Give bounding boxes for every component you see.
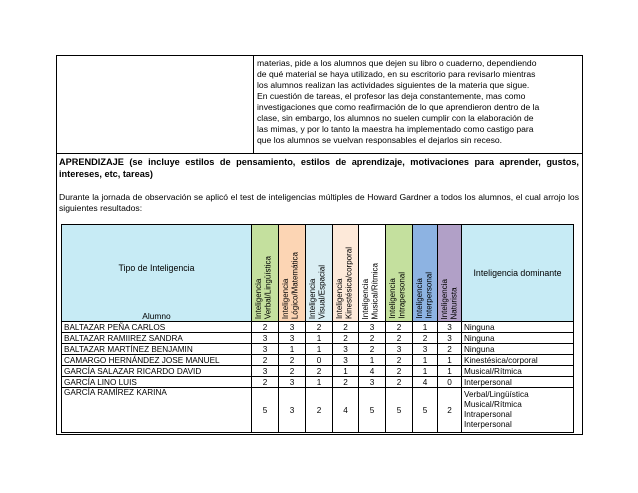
score-cell: 2	[413, 333, 438, 344]
header-logico: Inteligencia Lógico/Matemática	[279, 225, 306, 322]
score-cell: 3	[279, 322, 306, 333]
dominant-value: Intrapersonal	[464, 410, 512, 419]
student-name: CAMARGO HERNÁNDEZ JOSE MANUEL	[62, 355, 252, 366]
score-cell: 2	[333, 322, 359, 333]
results-body	[62, 322, 574, 433]
dominant-cell	[462, 377, 574, 388]
score-cell: 2	[306, 366, 333, 377]
table-row	[62, 344, 574, 355]
header-verbal: Inteligencia Verbal/Lingüística	[252, 225, 279, 322]
score-cell: 2	[438, 344, 462, 355]
dominant-cell	[462, 388, 574, 433]
score-cell: 3	[359, 322, 386, 333]
score-cell: 2	[333, 333, 359, 344]
table-row	[62, 355, 574, 366]
dominant-value: Ninguna	[464, 333, 495, 343]
header-intrapersonal: Inteligencia Intrapersonal	[386, 225, 413, 322]
header-musical: Inteligencia Musical/Rítmica	[359, 225, 386, 322]
score-cell: 1	[333, 366, 359, 377]
paragraph-line: clase, sin embargo, los alumnos no suelen cumplir con la elaboración de	[257, 113, 534, 123]
score-cell: 2	[438, 388, 462, 433]
score-cell: 4	[333, 388, 359, 433]
score-cell: 3	[438, 333, 462, 344]
score-cell: 3	[359, 377, 386, 388]
dominant-value: Verbal/Lingüística	[464, 390, 529, 399]
student-name: GARCÍA LINO LUIS	[62, 377, 252, 388]
score-cell: 2	[359, 344, 386, 355]
score-cell: 3	[386, 344, 413, 355]
score-cell: 3	[252, 333, 279, 344]
score-cell: 2	[386, 322, 413, 333]
score-cell: 2	[306, 388, 333, 433]
dominant-value: Kinestésica/corporal	[464, 355, 538, 365]
score-cell: 1	[413, 366, 438, 377]
header-interpersonal: Inteligencia Interpersonal	[413, 225, 438, 322]
score-cell: 2	[359, 333, 386, 344]
type-header: Tipo de Inteligencia	[62, 225, 252, 312]
score-cell: 5	[252, 388, 279, 433]
score-cell: 3	[252, 366, 279, 377]
paragraph-line: investigaciones que como reafirmación de lo que aprendieron dentro de la	[257, 102, 540, 112]
score-cell: 5	[386, 388, 413, 433]
student-name: BALTAZAR PEÑA CARLOS	[62, 322, 252, 333]
results-table	[61, 224, 574, 433]
score-cell: 2	[386, 377, 413, 388]
score-cell: 2	[252, 322, 279, 333]
score-cell: 2	[306, 322, 333, 333]
score-cell: 2	[333, 377, 359, 388]
header-kinestesica: Inteligencia Kinestésica/corporal	[333, 225, 359, 322]
dominant-value: Ninguna	[464, 344, 495, 354]
student-header: Alumno	[62, 311, 252, 322]
intro-text: Durante la jornada de observación se aplicó el test de inteligencias múltiples de Howard Gardner a todos los alumnos, el cual arrojo los siguientes resultados:	[59, 192, 579, 213]
dominant-cell	[462, 366, 574, 377]
student-name: BALTAZAR RAMIIREZ SANDRA	[62, 333, 252, 344]
header-row	[62, 225, 574, 312]
column-divider	[253, 56, 254, 153]
dominant-cell	[462, 333, 574, 344]
score-cell: 1	[279, 344, 306, 355]
learning-heading: APRENDIZAJE (se incluye estilos de pensamiento, estilos de aprendizaje, motivaciones para aprender, gustos, intereses, etc, tareas)	[59, 157, 579, 179]
score-cell: 2	[386, 366, 413, 377]
score-cell: 1	[413, 322, 438, 333]
dominant-cell	[462, 322, 574, 333]
score-cell: 2	[279, 366, 306, 377]
student-name: BALTAZAR MARTÍNEZ BENJAMIN	[62, 344, 252, 355]
paragraph-line: materias, pide a los alumnos que dejen su libro o cuaderno, dependiendo	[257, 58, 537, 68]
dominant-cell	[462, 355, 574, 366]
score-cell: 1	[413, 355, 438, 366]
score-cell: 3	[252, 344, 279, 355]
score-cell: 4	[359, 366, 386, 377]
dominant-value: Ninguna	[464, 322, 495, 332]
score-cell: 2	[386, 355, 413, 366]
paragraph-line: que los alumnos se vuelvan responsables el dejarlos sin receso.	[257, 135, 503, 145]
score-cell: 3	[279, 377, 306, 388]
dominant-value: Musical/Rítmica	[464, 366, 522, 376]
table-row	[62, 322, 574, 333]
score-cell: 5	[359, 388, 386, 433]
score-cell: 1	[306, 377, 333, 388]
row-divider	[57, 153, 582, 154]
table-row	[62, 377, 574, 388]
score-cell: 3	[333, 355, 359, 366]
score-cell: 1	[306, 344, 333, 355]
paragraph-line: los alumnos realizan las actividades siguientes de la materia que sigue.	[257, 80, 530, 90]
dominant-value: Interpersonal	[464, 377, 512, 387]
score-cell: 2	[279, 355, 306, 366]
student-name: GARCÍA RAMÍREZ KARINA	[62, 388, 252, 433]
observation-paragraph	[257, 58, 579, 146]
table-row	[62, 366, 574, 377]
table-row	[62, 388, 574, 433]
paragraph-line: de qué material se haya utilizado, en su escritorio para revisarlo mientras	[257, 69, 536, 79]
score-cell: 2	[252, 377, 279, 388]
score-cell: 3	[438, 322, 462, 333]
score-cell: 3	[413, 344, 438, 355]
student-name: GARCÍA SALAZAR RICARDO DAVID	[62, 366, 252, 377]
score-cell: 2	[252, 355, 279, 366]
dominant-header: Inteligencia dominante	[462, 225, 574, 322]
paragraph-line: En cuestión de tareas, el profesor las deja constantemente, mas como	[257, 91, 526, 101]
score-cell: 4	[413, 377, 438, 388]
score-cell: 3	[333, 344, 359, 355]
score-cell: 0	[438, 377, 462, 388]
dominant-cell	[462, 344, 574, 355]
score-cell: 3	[279, 333, 306, 344]
header-naturista: Inteligencia Naturista	[438, 225, 462, 322]
score-cell: 1	[306, 333, 333, 344]
score-cell: 0	[306, 355, 333, 366]
score-cell: 1	[438, 366, 462, 377]
header-visual: Inteligencia Visual/Espacial	[306, 225, 333, 322]
score-cell: 5	[413, 388, 438, 433]
dominant-value: Interpersonal	[464, 420, 512, 429]
table-row	[62, 333, 574, 344]
score-cell: 2	[386, 333, 413, 344]
score-cell: 1	[438, 355, 462, 366]
paragraph-line: las mimas, y por lo tanto la maestra ha implementado como castigo para	[257, 124, 534, 134]
score-cell: 3	[279, 388, 306, 433]
score-cell: 1	[359, 355, 386, 366]
dominant-value: Musical/Rítmica	[464, 400, 522, 409]
